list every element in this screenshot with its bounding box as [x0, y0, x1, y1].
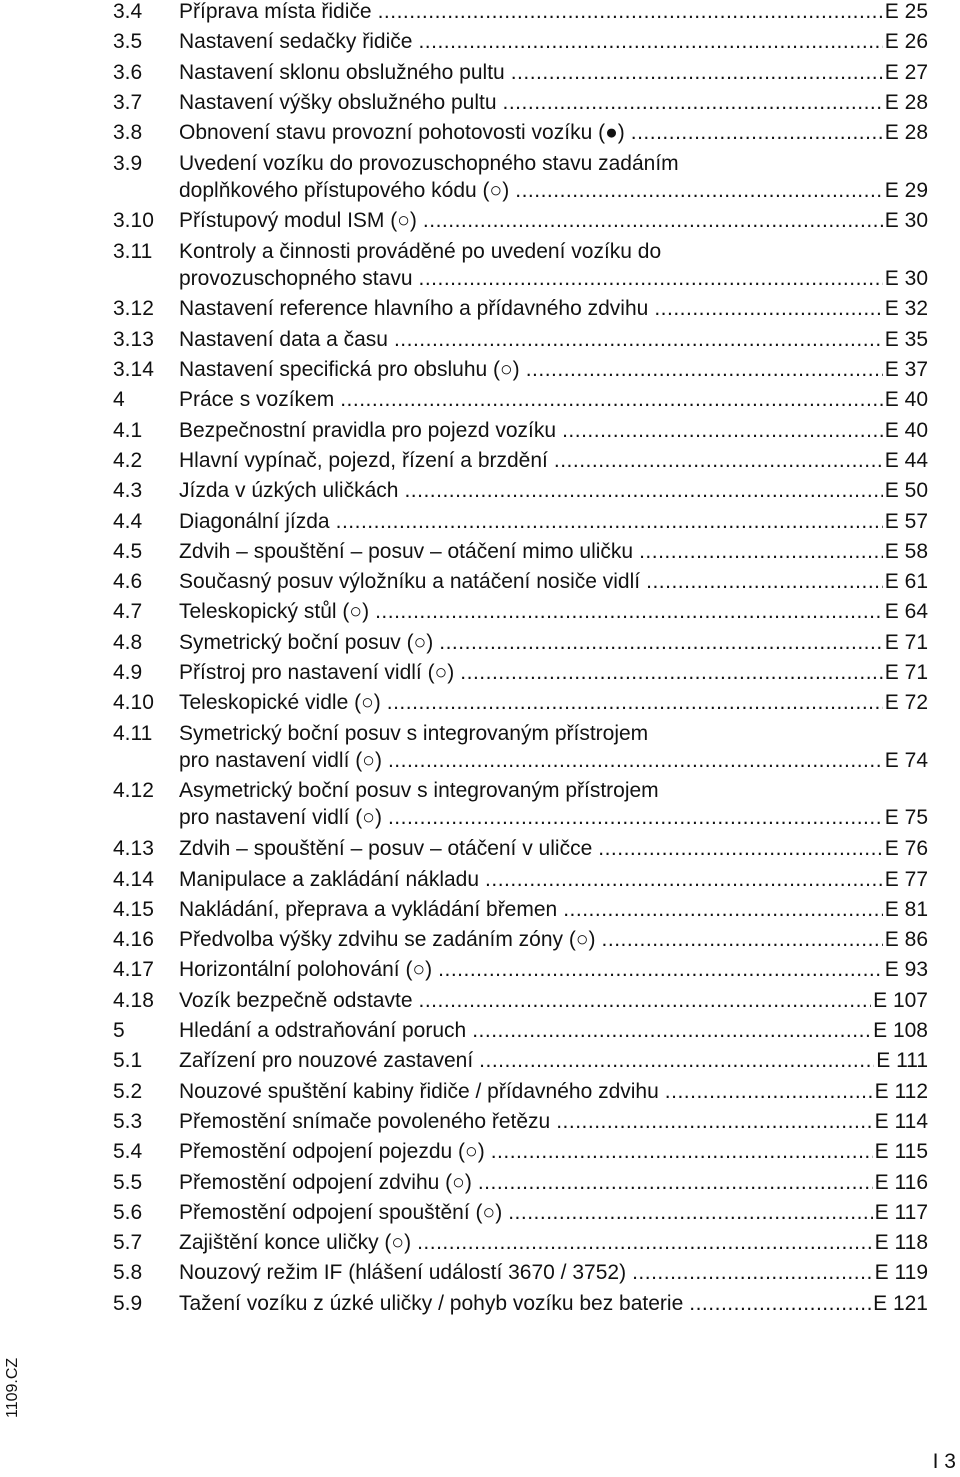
- toc-entry-page: E 25: [884, 0, 928, 23]
- toc-entry-title: pro nastavení vidlí (○): [179, 806, 382, 830]
- dot-leader: [631, 119, 883, 146]
- toc-entry-body: [179, 150, 928, 204]
- toc-entry-line: [179, 508, 928, 535]
- toc-entry-page: E 93: [884, 958, 928, 982]
- toc-entry-page: E 114: [874, 1109, 928, 1133]
- toc-entry-number: 5.2: [113, 1079, 143, 1103]
- dot-leader: [646, 568, 883, 595]
- toc-entry-title: Uvedení vozíku do provozuschopného stavu zadáním: [179, 151, 679, 175]
- document-code: 1109.CZ: [4, 1357, 21, 1418]
- toc-entry-number: 4.6: [113, 570, 143, 594]
- toc-entry-page: E 119: [874, 1261, 928, 1285]
- toc-entry-line: [179, 1017, 928, 1044]
- toc-entry-page: E 117: [874, 1200, 928, 1224]
- toc-entry-line: [179, 119, 928, 146]
- dot-leader: [378, 0, 883, 25]
- toc-entry-title: Symetrický boční posuv (○): [179, 630, 434, 654]
- toc-entry-line: [179, 1290, 928, 1317]
- dot-leader: [336, 508, 883, 535]
- toc-entry-title: Asymetrický boční posuv s integrovaným přístrojem: [179, 779, 659, 803]
- dot-leader: [639, 538, 883, 565]
- toc-entry-title: Přemostění odpojení pojezdu (○): [179, 1140, 485, 1164]
- toc-entry-title: Práce s vozíkem: [179, 388, 335, 412]
- toc-entry-number: 3.11: [113, 239, 153, 263]
- toc-entry-page: E 40: [884, 418, 928, 442]
- toc-entry-title: Vozík bezpečně odstavte: [179, 988, 413, 1012]
- toc-entry-title: provozuschopného stavu: [179, 266, 413, 290]
- toc-entry-line: [179, 1259, 928, 1286]
- toc-entry-title: Přemostění odpojení zdvihu (○): [179, 1170, 472, 1194]
- dot-leader: [404, 477, 882, 504]
- toc-entry-title: Nastavení specifická pro obsluhu (○): [179, 358, 520, 381]
- toc-entry-body: [179, 598, 928, 625]
- toc-entry-page: E 121: [873, 1291, 928, 1315]
- toc-entry-title: Přemostění snímače povoleného řetězu: [179, 1109, 551, 1133]
- toc-entry-page: E 116: [874, 1170, 928, 1194]
- toc-entry-body: [179, 987, 928, 1014]
- toc-entry-number: 4.16: [113, 928, 154, 952]
- dot-leader: [460, 659, 883, 686]
- toc-entry-line: [179, 1169, 928, 1196]
- toc-entry-number: 4.8: [113, 630, 143, 654]
- toc-entry-line: [179, 28, 928, 55]
- toc-entry-number: 3.10: [113, 209, 154, 233]
- toc-entry-line: [179, 629, 928, 656]
- toc-entry-title: Nastavení data a času: [179, 327, 388, 351]
- toc-entry-page: E 27: [884, 60, 928, 84]
- toc-entry-title: Hledání a odstraňování poruch: [179, 1019, 467, 1042]
- toc-entry-number: 4.12: [113, 779, 154, 803]
- toc-entry-page: E 107: [873, 988, 928, 1012]
- toc-entry-line: [179, 866, 928, 893]
- toc-entry-line: [179, 987, 928, 1014]
- toc-entry-line: [179, 720, 928, 747]
- toc-entry-number: 5.7: [113, 1231, 143, 1255]
- toc-entry-line: [179, 356, 928, 383]
- toc-entry-line: [179, 747, 928, 774]
- toc-entry-body: [179, 777, 928, 831]
- toc-entry-body: [179, 629, 928, 656]
- toc-entry-number: 3.7: [113, 90, 143, 114]
- toc-entry-title: Nastavení sklonu obslužného pultu: [179, 60, 505, 84]
- toc-entry-page: E 44: [884, 448, 928, 472]
- dot-leader: [654, 295, 882, 322]
- toc-entry-line: [179, 835, 928, 862]
- toc-entry-page: E 50: [884, 479, 928, 503]
- toc-entry-number: 4.17: [113, 958, 154, 982]
- toc-entry-page: E 86: [884, 928, 928, 952]
- toc-entry-line: [179, 477, 928, 504]
- dot-leader: [602, 926, 883, 953]
- toc-entry-page: E 77: [884, 867, 928, 891]
- toc-entry-line: [179, 896, 928, 923]
- toc-entry-page: E 26: [884, 30, 928, 54]
- toc-entry-line: [179, 926, 928, 953]
- toc-entry-body: [179, 866, 928, 893]
- dot-leader: [556, 1108, 872, 1135]
- toc-entry-body: [179, 568, 928, 595]
- toc-entry-page: E 29: [884, 178, 928, 202]
- toc-entry-title: Symetrický boční posuv s integrovaným přístrojem: [179, 721, 649, 745]
- dot-leader: [562, 417, 883, 444]
- dot-leader: [340, 386, 883, 413]
- toc-entry-number: 4.7: [113, 600, 143, 624]
- toc-entry-number: 3.14: [113, 358, 154, 381]
- toc-entry-title: Přístupový modul ISM (○): [179, 209, 417, 233]
- toc-entry-body: [179, 720, 928, 774]
- toc-entry-title: Nastavení výšky obslužného pultu: [179, 90, 497, 114]
- toc-entry-title: Nakládání, přeprava a vykládání břemen: [179, 897, 558, 921]
- toc-entry-body: [179, 1047, 928, 1074]
- dot-leader: [689, 1290, 871, 1317]
- toc-entry-number: 4.18: [113, 988, 154, 1012]
- toc-entry-title: pro nastavení vidlí (○): [179, 748, 382, 772]
- toc-entry-page: E 76: [884, 837, 928, 861]
- toc-entry-body: [179, 1138, 928, 1165]
- toc-entry-page: E 61: [884, 570, 928, 594]
- dot-leader: [387, 689, 883, 716]
- toc-entry-line: [179, 1047, 928, 1074]
- toc-entry-line: [179, 1138, 928, 1165]
- toc-entry-page: E 28: [884, 90, 928, 114]
- dot-leader: [375, 598, 883, 625]
- toc-entry-number: 4.5: [113, 539, 143, 563]
- toc-entry-line: [179, 538, 928, 565]
- dot-leader: [418, 28, 882, 55]
- dot-leader: [419, 987, 872, 1014]
- toc-entry-body: [179, 1259, 928, 1286]
- toc-entry-body: [179, 477, 928, 504]
- toc-entry-title: Zajištění konce uličky (○): [179, 1231, 412, 1255]
- toc-entry-number: 4.3: [113, 479, 143, 503]
- toc-entry-body: [179, 295, 928, 322]
- toc-entry-body: [179, 1290, 928, 1317]
- toc-entry-line: [179, 777, 928, 804]
- toc-entry-body: [179, 956, 928, 983]
- toc-entry-number: 3.4: [113, 0, 143, 23]
- toc-entry-number: 4.10: [113, 691, 154, 715]
- toc-entry-body: [179, 417, 928, 444]
- toc-entry-line: [179, 956, 928, 983]
- dot-leader: [598, 835, 883, 862]
- dot-leader: [478, 1169, 873, 1196]
- toc-entry-line: [179, 238, 928, 265]
- toc-entry-page: E 32: [884, 297, 928, 321]
- toc-entry-number: 4.11: [113, 721, 153, 745]
- dot-leader: [439, 629, 883, 656]
- toc-entry-title: Předvolba výšky zdvihu se zadáním zóny (○): [179, 928, 596, 952]
- dot-leader: [503, 89, 883, 116]
- dot-leader: [632, 1259, 873, 1286]
- dot-leader: [508, 1199, 872, 1226]
- toc-entry-body: [179, 926, 928, 953]
- toc-entry-line: [179, 326, 928, 353]
- toc-entry-title: doplňkového přístupového kódu (○): [179, 178, 510, 202]
- toc-entry-line: [179, 207, 928, 234]
- toc-entry-title: Nastavení sedačky řidiče: [179, 30, 413, 54]
- toc-entry-number: 5: [113, 1019, 125, 1042]
- toc-entry-page: E 64: [884, 600, 928, 624]
- dot-leader: [388, 747, 883, 774]
- toc-entry-title: Tažení vozíku z úzké uličky / pohyb vozíku bez baterie: [179, 1291, 684, 1315]
- toc-entry-title: Zařízení pro nouzové zastavení: [179, 1049, 474, 1073]
- dot-leader: [438, 956, 883, 983]
- toc-entry-line: [179, 59, 928, 86]
- toc-entry-title: Nouzový režim IF (hlášení událostí 3670 / 3752): [179, 1261, 627, 1285]
- toc-entry-number: 5.5: [113, 1170, 143, 1194]
- toc-entry-body: [179, 356, 928, 383]
- toc-entry-title: Bezpečnostní pravidla pro pojezd vozíku: [179, 418, 557, 442]
- toc-entry-body: [179, 1108, 928, 1135]
- toc-entry-body: [179, 896, 928, 923]
- toc-entry-number: 4.15: [113, 897, 154, 921]
- toc-entry-number: 4.9: [113, 661, 143, 684]
- toc-entry-page: E 30: [884, 266, 928, 290]
- toc-entry-title: Kontroly a činnosti prováděné po uvedení vozíku do: [179, 239, 662, 263]
- toc-entry-page: E 75: [884, 806, 928, 830]
- toc-entry-page: E 108: [873, 1019, 928, 1042]
- toc-entry-number: 4.1: [113, 418, 143, 442]
- toc-entry-line: [179, 568, 928, 595]
- dot-leader: [515, 177, 883, 204]
- toc-entry-line: [179, 265, 928, 292]
- dot-leader: [563, 896, 883, 923]
- toc-entry-number: 3.5: [113, 30, 143, 54]
- toc-entry-title: Příprava místa řidiče: [179, 0, 372, 23]
- toc-entry-title: Přístroj pro nastavení vidlí (○): [179, 661, 455, 684]
- toc-entry-line: [179, 295, 928, 322]
- page-number: I 3: [932, 1450, 956, 1473]
- toc-entry-title: Teleskopický stůl (○): [179, 600, 370, 624]
- toc-entry-page: E 81: [884, 897, 928, 921]
- toc-entry-number: 4.13: [113, 837, 154, 861]
- toc-entry-number: 3.6: [113, 60, 143, 84]
- toc-entry-page: E 74: [884, 748, 928, 772]
- toc-entry-body: [179, 689, 928, 716]
- toc-entry-body: [179, 386, 928, 413]
- toc-entry-line: [179, 804, 928, 831]
- toc-entry-number: 3.8: [113, 121, 143, 145]
- toc-entry-body: [179, 447, 928, 474]
- toc-entry-line: [179, 386, 928, 413]
- toc-entry-body: [179, 119, 928, 146]
- dot-leader: [388, 804, 883, 831]
- toc-entry-page: E 57: [884, 509, 928, 533]
- toc-entry-title: Nastavení reference hlavního a přídavného zdvihu: [179, 297, 649, 321]
- toc-entry-number: 5.4: [113, 1140, 143, 1164]
- toc-entry-number: 4.4: [113, 509, 143, 533]
- toc-entry-page: E 71: [884, 630, 928, 654]
- toc-entry-title: Manipulace a zakládání nákladu: [179, 867, 480, 891]
- toc-entry-line: [179, 1108, 928, 1135]
- toc-entry-line: [179, 89, 928, 116]
- toc-entry-body: [179, 1017, 928, 1044]
- toc-entry-title: Nouzové spuštění kabiny řidiče / přídavného zdvihu: [179, 1079, 659, 1103]
- toc-entry-title: Jízda v úzkých uličkách: [179, 479, 399, 503]
- dot-leader: [526, 356, 883, 383]
- toc-entry-title: Hlavní vypínač, pojezd, řízení a brzdění: [179, 448, 548, 472]
- toc-entry-body: [179, 0, 928, 25]
- toc-entry-body: [179, 89, 928, 116]
- toc-entry-number: 4.14: [113, 867, 154, 891]
- dot-leader: [665, 1078, 873, 1105]
- toc-entry-page: E 35: [884, 327, 928, 351]
- dot-leader: [554, 447, 883, 474]
- dot-leader: [417, 1229, 873, 1256]
- dot-leader: [491, 1138, 873, 1165]
- toc-entry-body: [179, 508, 928, 535]
- toc-entry-line: [179, 150, 928, 177]
- toc-entry-title: Současný posuv výložníku a natáčení nosiče vidlí: [179, 570, 641, 594]
- toc-entry-number: 3.9: [113, 151, 143, 175]
- toc-entry-line: [179, 1078, 928, 1105]
- toc-entry-page: E 111: [876, 1049, 928, 1073]
- toc-entry-line: [179, 1229, 928, 1256]
- toc-entry-number: 5.3: [113, 1109, 143, 1133]
- toc-entry-title: Zdvih – spouštění – posuv – otáčení v uličce: [179, 837, 593, 861]
- toc-entry-number: 4: [113, 388, 125, 412]
- toc-entry-number: 5.8: [113, 1261, 143, 1285]
- toc-entry-number: 4.2: [113, 448, 143, 472]
- toc-entry-line: [179, 659, 928, 686]
- toc-entry-line: [179, 447, 928, 474]
- toc-entry-number: 5.1: [113, 1049, 143, 1073]
- toc-entry-title: Přemostění odpojení spouštění (○): [179, 1200, 503, 1224]
- dot-leader: [394, 326, 883, 353]
- toc-entry-number: 5.9: [113, 1291, 143, 1315]
- toc-entry-page: E 112: [874, 1079, 928, 1103]
- toc-entry-page: E 115: [874, 1140, 928, 1164]
- toc-entry-body: [179, 326, 928, 353]
- toc-entry-line: [179, 598, 928, 625]
- toc-entry-body: [179, 659, 928, 686]
- toc-entry-title: Zdvih – spouštění – posuv – otáčení mimo uličku: [179, 539, 634, 563]
- toc-entry-page: E 71: [884, 661, 928, 684]
- toc-entry-number: 3.13: [113, 327, 154, 351]
- toc-entry-title: Horizontální polohování (○): [179, 958, 433, 982]
- dot-leader: [485, 866, 883, 893]
- toc-entry-body: [179, 1199, 928, 1226]
- toc-entry-body: [179, 28, 928, 55]
- toc-entry-page: E 118: [874, 1231, 928, 1255]
- toc-entry-line: [179, 689, 928, 716]
- toc-entry-body: [179, 1078, 928, 1105]
- toc-entry-title: Diagonální jízda: [179, 509, 330, 533]
- toc-entry-line: [179, 1199, 928, 1226]
- dot-leader: [511, 59, 883, 86]
- toc-entry-page: E 58: [884, 539, 928, 563]
- toc-entry-page: E 30: [884, 209, 928, 233]
- toc-entry-line: [179, 177, 928, 204]
- toc-entry-page: E 37: [884, 358, 928, 381]
- dot-leader: [419, 265, 883, 292]
- toc-entry-page: E 72: [884, 691, 928, 715]
- dot-leader: [479, 1047, 874, 1074]
- toc-entry-body: [179, 1229, 928, 1256]
- toc-entry-body: [179, 59, 928, 86]
- toc-entry-body: [179, 538, 928, 565]
- toc-entry-line: [179, 417, 928, 444]
- toc-entry-page: E 40: [884, 388, 928, 412]
- toc-entry-line: [179, 0, 928, 25]
- toc-entry-body: [179, 835, 928, 862]
- dot-leader: [423, 207, 883, 234]
- toc-entry-number: 3.12: [113, 297, 154, 321]
- toc-entry-body: [179, 207, 928, 234]
- toc-entry-title: Obnovení stavu provozní pohotovosti vozíku (●): [179, 121, 625, 145]
- toc-entry-number: 5.6: [113, 1200, 143, 1224]
- toc-entry-body: [179, 1169, 928, 1196]
- toc-entry-title: Teleskopické vidle (○): [179, 691, 381, 715]
- toc-entry-page: E 28: [884, 121, 928, 145]
- dot-leader: [472, 1017, 871, 1044]
- toc-entry-body: [179, 238, 928, 292]
